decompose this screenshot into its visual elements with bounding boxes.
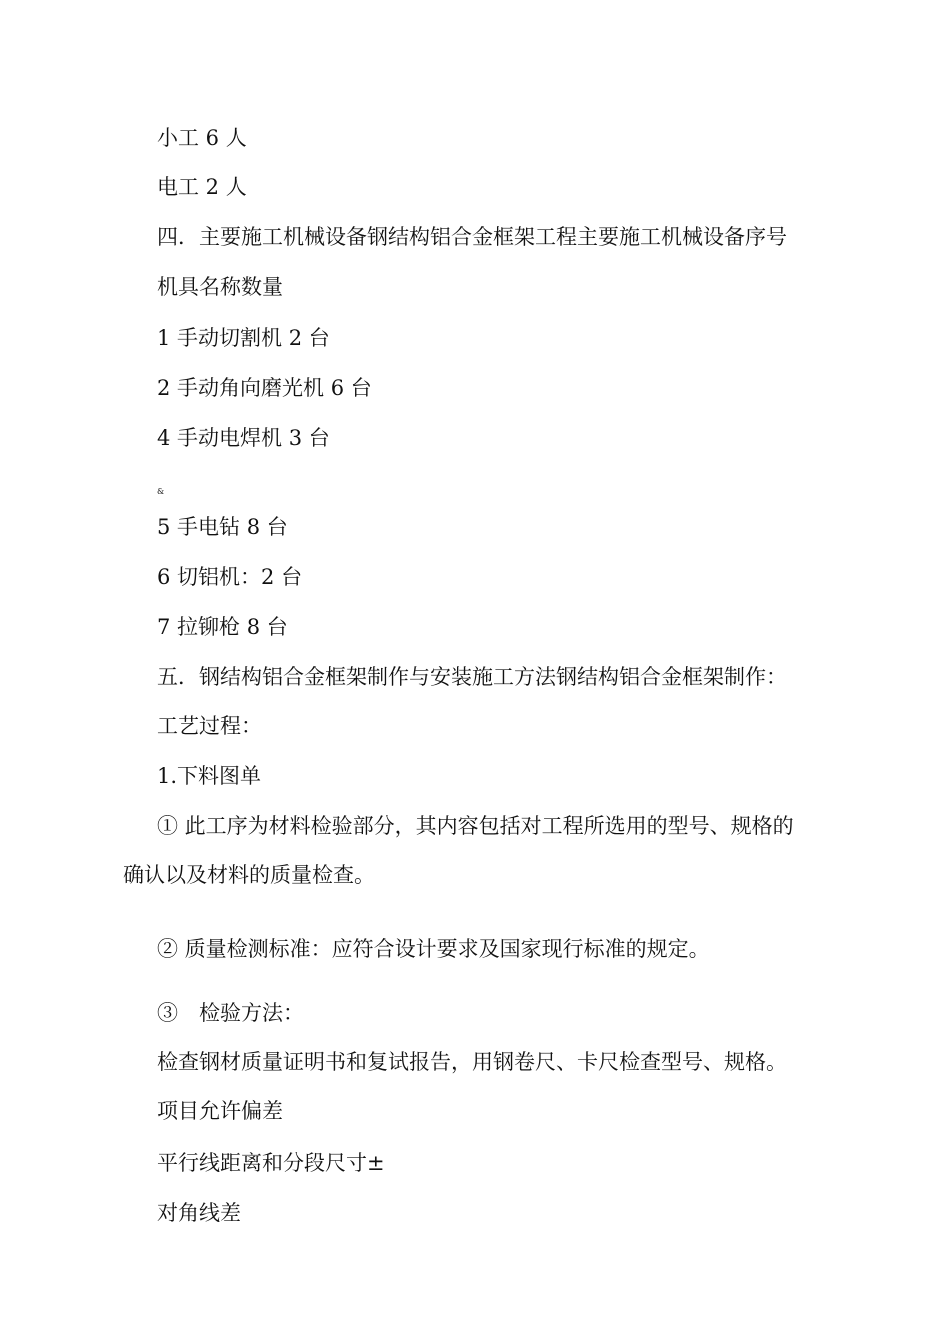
paragraph-line: ② 质量检测标准：应符合设计要求及国家现行标准的规定。: [157, 937, 710, 961]
text-line: 工艺过程：: [157, 714, 262, 738]
text-line: 小工 6 人: [157, 126, 247, 150]
stray-mark: &: [157, 487, 165, 496]
equipment-item: 6 切铝机：2 台: [157, 565, 303, 589]
equipment-item: 1 手动切割机 2 台: [157, 326, 330, 350]
text-line: 平行线距离和分段尺寸±: [157, 1151, 385, 1175]
text-line: 机具名称数量: [157, 275, 283, 299]
equipment-item: 4 手动电焊机 3 台: [157, 426, 330, 450]
text-line: 项目允许偏差: [157, 1099, 283, 1123]
equipment-item: 2 手动角向磨光机 6 台: [157, 376, 372, 400]
paragraph-line: ③ 检验方法：: [157, 1001, 304, 1025]
paragraph-line: 检查钢材质量证明书和复试报告，用钢卷尺、卡尺检查型号、规格。: [157, 1050, 787, 1074]
equipment-item: 5 手电钻 8 台: [157, 515, 288, 539]
equipment-item: 7 拉铆枪 8 台: [157, 615, 288, 639]
text-line: 电工 2 人: [157, 175, 247, 199]
text-line: 1.下料图单: [157, 764, 262, 788]
paragraph-line: 确认以及材料的质量检查。: [123, 863, 375, 887]
text-line: 对角线差: [157, 1201, 241, 1225]
paragraph-line: ① 此工序为材料检验部分，其内容包括对工程所选用的型号、规格的: [157, 814, 794, 838]
section-heading: 五．钢结构铝合金框架制作与安装施工方法钢结构铝合金框架制作：: [157, 665, 787, 689]
section-heading: 四．主要施工机械设备钢结构铝合金框架工程主要施工机械设备序号: [157, 225, 787, 249]
